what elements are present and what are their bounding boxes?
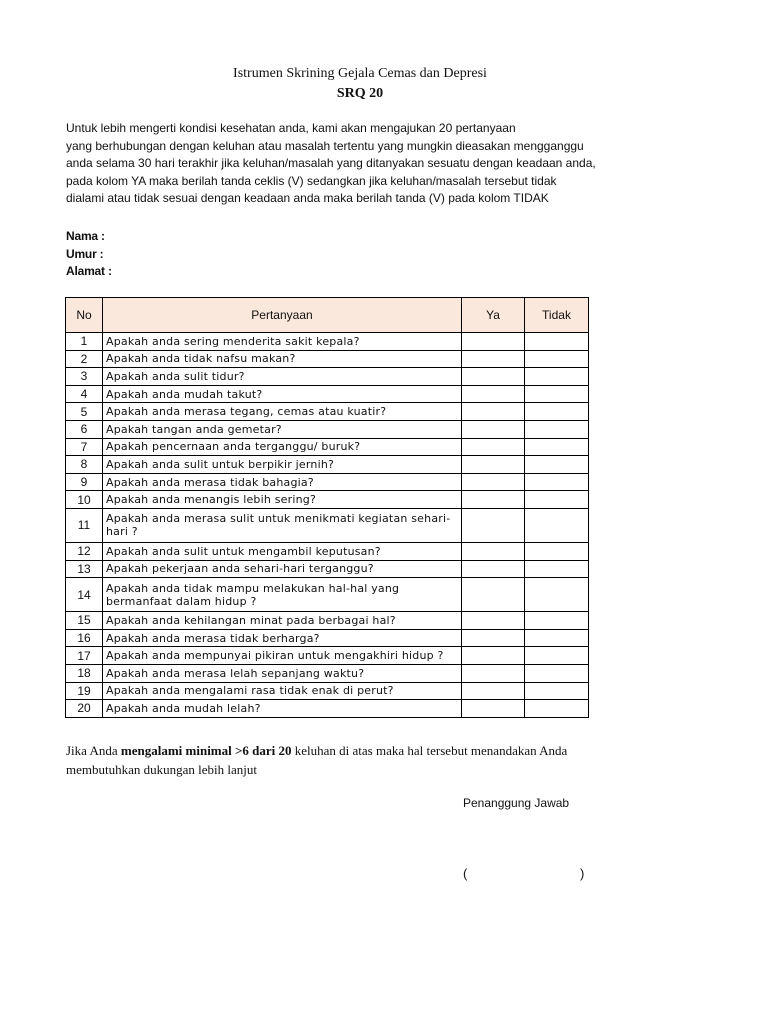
intro-line: pada kolom YA maka berilah tanda ceklis (V) sedangkan jika keluhan/masalah tersebut tidak (66, 173, 557, 188)
table-row (66, 578, 589, 612)
question-number: 16 (66, 629, 103, 647)
question-number: 11 (66, 508, 103, 542)
yes-checkbox-cell[interactable] (462, 682, 525, 700)
yes-checkbox-cell[interactable] (462, 420, 525, 438)
header-no: No (66, 298, 103, 333)
document-title: Istrumen Skrining Gejala Cemas dan Depresi (233, 66, 487, 81)
no-checkbox-cell[interactable] (525, 473, 589, 491)
table-row (66, 420, 589, 438)
no-checkbox-cell[interactable] (525, 456, 589, 474)
no-checkbox-cell[interactable] (525, 385, 589, 403)
no-checkbox-cell[interactable] (525, 333, 589, 351)
table-row (66, 542, 589, 560)
no-checkbox-cell[interactable] (525, 629, 589, 647)
table-row (66, 664, 589, 682)
question-text: Apakah anda merasa tidak bahagia? (103, 473, 462, 491)
table-row (66, 403, 589, 421)
yes-checkbox-cell[interactable] (462, 612, 525, 630)
table-row (66, 612, 589, 630)
table-row (66, 350, 589, 368)
yes-checkbox-cell[interactable] (462, 403, 525, 421)
question-text: Apakah anda sering menderita sakit kepala? (103, 333, 462, 351)
no-checkbox-cell[interactable] (525, 647, 589, 665)
no-checkbox-cell[interactable] (525, 438, 589, 456)
table-row (66, 385, 589, 403)
question-text: Apakah tangan anda gemetar? (103, 420, 462, 438)
no-checkbox-cell[interactable] (525, 682, 589, 700)
table-row (66, 438, 589, 456)
yes-checkbox-cell[interactable] (462, 350, 525, 368)
question-text: Apakah pencernaan anda terganggu/ buruk? (103, 438, 462, 456)
question-text: Apakah anda sulit tidur? (103, 368, 462, 386)
table-row (66, 456, 589, 474)
intro-line: anda selama 30 hari terakhir jika keluhan/masalah yang ditanyakan sesuatu dengan keadaan anda, (66, 156, 596, 171)
question-text: Apakah anda kehilangan minat pada berbagai hal? (103, 612, 462, 630)
no-checkbox-cell[interactable] (525, 420, 589, 438)
question-number: 17 (66, 647, 103, 665)
yes-checkbox-cell[interactable] (462, 542, 525, 560)
table-row (66, 508, 589, 542)
question-number: 3 (66, 368, 103, 386)
question-text: Apakah anda mempunyai pikiran untuk mengakhiri hidup ? (103, 647, 462, 665)
question-text: Apakah anda menangis lebih sering? (103, 491, 462, 509)
table-row (66, 333, 589, 351)
table-row (66, 647, 589, 665)
table-row (66, 560, 589, 578)
question-text: Apakah anda tidak nafsu makan? (103, 350, 462, 368)
question-text: Apakah anda merasa tegang, cemas atau kuatir? (103, 403, 462, 421)
question-number: 2 (66, 350, 103, 368)
yes-checkbox-cell[interactable] (462, 664, 525, 682)
no-checkbox-cell[interactable] (525, 350, 589, 368)
question-text: Apakah anda merasa sulit untuk menikmati kegiatan sehari-hari ? (103, 508, 462, 542)
no-checkbox-cell[interactable] (525, 368, 589, 386)
question-number: 18 (66, 664, 103, 682)
question-number: 15 (66, 612, 103, 630)
yes-checkbox-cell[interactable] (462, 491, 525, 509)
yes-checkbox-cell[interactable] (462, 456, 525, 474)
questionnaire-table (65, 297, 589, 718)
yes-checkbox-cell[interactable] (462, 385, 525, 403)
header-no-answer: Tidak (525, 298, 589, 333)
yes-checkbox-cell[interactable] (462, 700, 525, 718)
intro-paragraph (66, 120, 706, 208)
intro-line: Untuk lebih mengerti kondisi kesehatan anda, kami akan mengajukan 20 pertanyaan (66, 121, 516, 135)
no-checkbox-cell[interactable] (525, 664, 589, 682)
question-text: Apakah pekerjaan anda sehari-hari terganggu? (103, 560, 462, 578)
no-checkbox-cell[interactable] (525, 508, 589, 542)
header-question: Pertanyaan (103, 298, 462, 333)
question-text: Apakah anda mudah takut? (103, 385, 462, 403)
address-field-label: Alamat : (66, 264, 112, 278)
table-row (66, 473, 589, 491)
conclusion-threshold: mengalami minimal >6 dari 20 (120, 743, 292, 758)
conclusion-prefix: Jika Anda (66, 743, 121, 758)
yes-checkbox-cell[interactable] (462, 560, 525, 578)
age-field-label: Umur : (66, 246, 104, 261)
no-checkbox-cell[interactable] (525, 700, 589, 718)
table-header-row (66, 298, 589, 333)
signature-close-paren: ) (580, 866, 585, 881)
yes-checkbox-cell[interactable] (462, 368, 525, 386)
question-number: 5 (66, 403, 103, 421)
question-number: 8 (66, 456, 103, 474)
no-checkbox-cell[interactable] (525, 403, 589, 421)
conclusion-text (66, 741, 586, 779)
responsible-label: Penanggung Jawab (463, 796, 570, 810)
question-text: Apakah anda mengalami rasa tidak enak di perut? (103, 682, 462, 700)
question-number: 7 (66, 438, 103, 456)
yes-checkbox-cell[interactable] (462, 333, 525, 351)
question-text: Apakah anda tidak mampu melakukan hal-hal yang bermanfaat dalam hidup ? (103, 578, 462, 612)
no-checkbox-cell[interactable] (525, 491, 589, 509)
no-checkbox-cell[interactable] (525, 542, 589, 560)
question-number: 20 (66, 700, 103, 718)
question-number: 14 (66, 578, 103, 612)
yes-checkbox-cell[interactable] (462, 629, 525, 647)
question-text: Apakah anda merasa lelah sepanjang waktu? (103, 664, 462, 682)
question-number: 19 (66, 682, 103, 700)
question-text: Apakah anda merasa tidak berharga? (103, 629, 462, 647)
respondent-fields (66, 228, 112, 281)
question-number: 9 (66, 473, 103, 491)
table-row (66, 682, 589, 700)
yes-checkbox-cell[interactable] (462, 438, 525, 456)
table-row (66, 368, 589, 386)
yes-checkbox-cell[interactable] (462, 473, 525, 491)
question-text: Apakah anda mudah lelah? (103, 700, 462, 718)
question-number: 12 (66, 542, 103, 560)
question-text: Apakah anda sulit untuk berpikir jernih? (103, 456, 462, 474)
question-number: 10 (66, 491, 103, 509)
name-field-label: Nama : (66, 229, 105, 243)
no-checkbox-cell[interactable] (525, 560, 589, 578)
intro-line: yang berhubungan dengan keluhan atau masalah tertentu yang mungkin dieasakan mengganggu (66, 138, 584, 153)
no-checkbox-cell[interactable] (525, 612, 589, 630)
table-row (66, 700, 589, 718)
question-text: Apakah anda sulit untuk mengambil keputusan? (103, 542, 462, 560)
yes-checkbox-cell[interactable] (462, 647, 525, 665)
question-number: 13 (66, 560, 103, 578)
intro-line: dialami atau tidak sesuai dengan keadaan anda maka berilah tanda (V) pada kolom TIDAK (66, 191, 549, 206)
document-subtitle: SRQ 20 (336, 86, 384, 101)
header-yes: Ya (462, 298, 525, 333)
yes-checkbox-cell[interactable] (462, 508, 525, 542)
question-number: 6 (66, 420, 103, 438)
conclusion-suffix: keluhan di atas maka hal tersebut menandakan Anda membutuhkan dukungan lebih lanjut (66, 743, 568, 777)
yes-checkbox-cell[interactable] (462, 578, 525, 612)
table-row (66, 491, 589, 509)
question-number: 4 (66, 385, 103, 403)
no-checkbox-cell[interactable] (525, 578, 589, 612)
question-number: 1 (66, 333, 103, 351)
signature-open-paren: ( (463, 866, 468, 881)
table-row (66, 629, 589, 647)
